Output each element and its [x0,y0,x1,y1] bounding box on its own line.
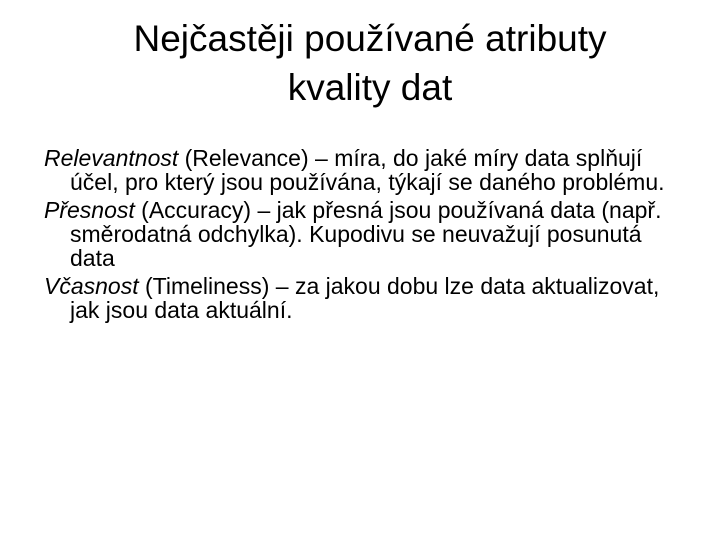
attribute-term: Včasnost [44,273,139,299]
attribute-term: Relevantnost [44,145,179,171]
attribute-timeliness [44,274,684,322]
attribute-description: (Relevance) – míra, do jaké míry data splňují účel, pro který jsou používána, týkají se daného problému. [70,145,665,195]
slide-title-line-2: kvality dat [287,67,453,108]
attribute-term: Přesnost [44,197,135,223]
attribute-relevance [44,146,684,194]
slide-body [44,146,684,326]
slide-title-line-1: Nejčastěji používané atributy [133,18,607,59]
attribute-description: (Timeliness) – za jakou dobu lze data aktualizovat, jak jsou data aktuální. [70,273,660,323]
attribute-description: (Accuracy) – jak přesná jsou používaná data (např. směrodatná odchylka). Kupodivu se neuvažují posunutá data [70,197,662,271]
slide-title [40,14,700,112]
attribute-accuracy [44,198,684,270]
